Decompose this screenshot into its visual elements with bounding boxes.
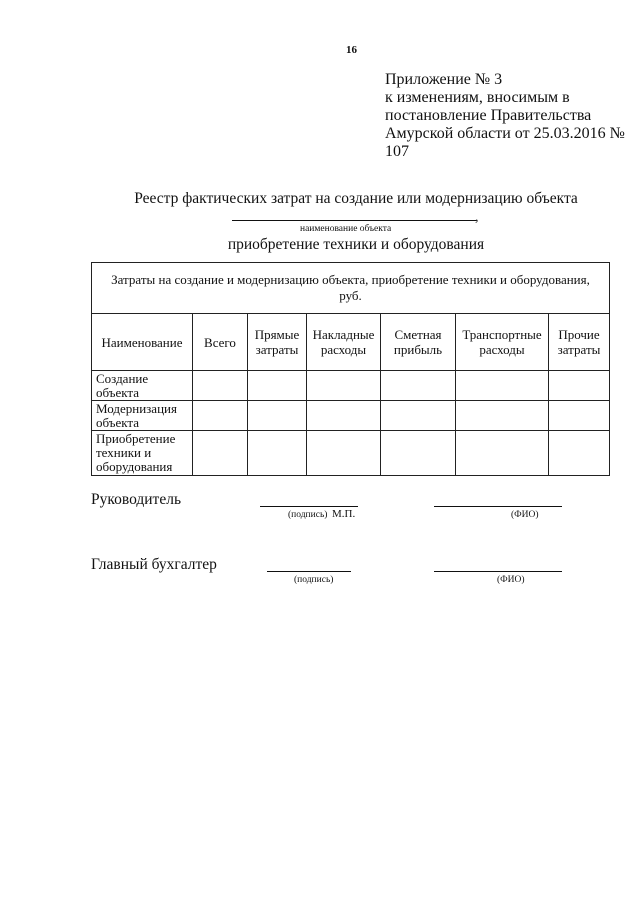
object-name-caption: наименование объекта	[300, 224, 392, 234]
table-cell	[248, 431, 307, 476]
table-caption-line: Затраты на создание и модернизацию объекта, приобретение техники и оборудования,	[111, 272, 590, 287]
document-title: Реестр фактических затрат на создание или модернизацию объекта	[134, 190, 578, 207]
table-cell	[549, 401, 610, 431]
table-cell	[307, 401, 381, 431]
column-header-direct-costs: Прямые затраты	[248, 314, 307, 371]
table-cell	[456, 401, 549, 431]
cost-table	[91, 262, 610, 476]
table-cell	[248, 401, 307, 431]
table-cell	[193, 371, 248, 401]
appendix-line: 107	[385, 143, 409, 160]
table-cell	[307, 431, 381, 476]
stamp-caption: М.П.	[332, 508, 356, 520]
director-signature-caption: (подпись)	[288, 510, 328, 520]
table-cell	[307, 371, 381, 401]
table-row	[92, 431, 610, 476]
table-cell	[456, 371, 549, 401]
director-signature-line	[260, 505, 358, 507]
director-label: Руководитель	[91, 491, 182, 508]
row-label: Приобретение техники и оборудования	[92, 431, 193, 476]
accountant-label: Главный бухгалтер	[91, 556, 217, 573]
document-subtitle: приобретение техники и оборудования	[227, 236, 485, 253]
row-label: Модернизация объекта	[92, 401, 193, 431]
object-name-line	[232, 218, 476, 221]
column-header-estimated-profit: Сметная прибыль	[381, 314, 456, 371]
table-cell	[248, 371, 307, 401]
column-header-total: Всего	[193, 314, 248, 371]
column-header-transport: Транспортные расходы	[456, 314, 549, 371]
page-number: 16	[346, 44, 357, 56]
accountant-signature-line	[267, 570, 351, 572]
table-row	[92, 371, 610, 401]
table-caption-line: руб.	[339, 288, 362, 303]
table-header-row	[92, 314, 610, 371]
table-cell	[549, 371, 610, 401]
director-name-line	[434, 505, 562, 507]
table-cell	[549, 431, 610, 476]
appendix-line: постановление Правительства	[385, 107, 592, 124]
column-header-other: Прочие затраты	[549, 314, 610, 371]
column-header-name: Наименование	[92, 314, 193, 371]
table-cell	[456, 431, 549, 476]
table-row	[92, 401, 610, 431]
accountant-name-caption: (ФИО)	[497, 575, 525, 585]
table-caption	[92, 263, 610, 314]
appendix-line: Амурской области от 25.03.2016 №	[385, 125, 625, 142]
table-cell	[381, 371, 456, 401]
table-cell	[381, 401, 456, 431]
column-header-overhead: Накладные расходы	[307, 314, 381, 371]
table-cell	[193, 401, 248, 431]
accountant-signature-caption: (подпись)	[294, 575, 334, 585]
appendix-block	[385, 71, 625, 161]
appendix-line: Приложение № 3	[385, 71, 503, 88]
appendix-line: к изменениям, вносимым в	[385, 89, 570, 106]
table-cell	[381, 431, 456, 476]
object-name-comma: ,	[475, 210, 479, 225]
table-cell	[193, 431, 248, 476]
accountant-name-line	[434, 570, 562, 572]
director-name-caption: (ФИО)	[511, 510, 539, 520]
row-label: Создание объекта	[92, 371, 193, 401]
